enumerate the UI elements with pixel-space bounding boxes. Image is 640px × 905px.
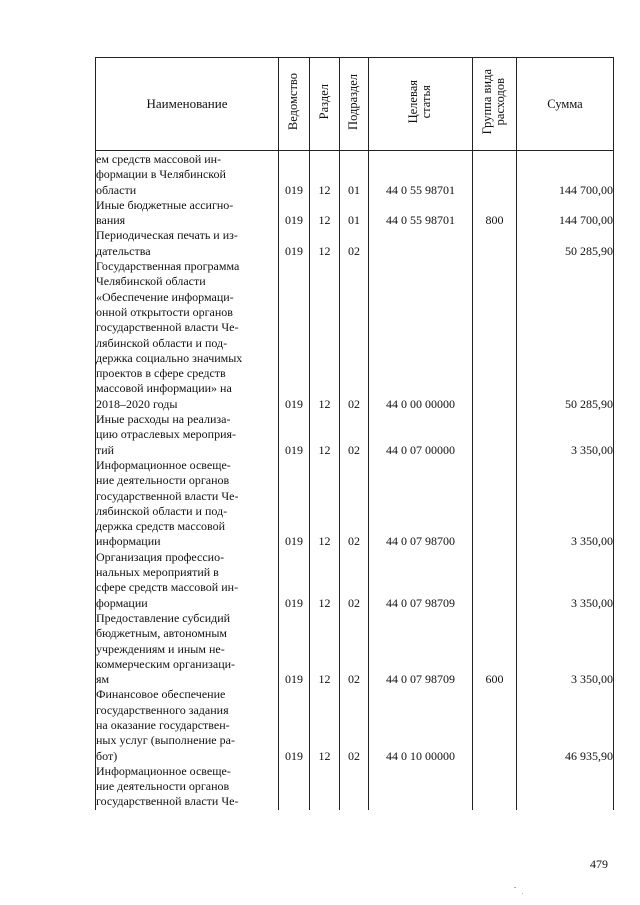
row-department-cell: 019 [279,458,310,550]
row-department-cell: 019 [279,687,310,763]
table-row [96,198,614,229]
row-expense-group-cell [473,228,517,259]
row-section-cell: 12 [310,458,340,550]
row-name-text: Периодическая печать и из- дательства [96,228,238,258]
header-subsection [340,58,369,151]
row-section-cell: 12 [310,151,340,198]
header-name: Наименование [96,58,279,151]
row-department-cell: 019 [279,550,310,611]
row-target-article-cell: 44 0 00 00000 [369,259,473,412]
table-row [96,611,614,687]
row-target-article-cell [369,228,473,259]
page-number: 479 [590,857,608,871]
row-amount-cell: 50 285,90 [517,259,614,412]
row-expense-group-cell [473,764,517,810]
table-row [96,412,614,458]
row-subsection-cell: 02 [340,611,369,687]
header-section-label: Раздел [316,84,331,120]
row-department-cell [279,764,310,810]
row-subsection-cell: 02 [340,458,369,550]
row-amount-cell: 3 350,00 [517,458,614,550]
table-row [96,687,614,763]
row-subsection-cell [340,764,369,810]
row-department-cell: 019 [279,412,310,458]
row-name-cell [96,259,279,412]
row-expense-group-cell [473,259,517,412]
row-amount-cell: 46 935,90 [517,687,614,763]
row-name-text: Информационное освеще- ние деятельности органов государственной власти Че- лябинской области и под- держка средств массовой информации [96,457,239,549]
header-department-label: Ведомство [286,73,301,131]
table-row [96,764,614,810]
row-amount-cell [517,764,614,810]
row-expense-group-cell [473,550,517,611]
row-section-cell: 12 [310,611,340,687]
row-subsection-cell: 01 [340,151,369,198]
row-name-cell [96,687,279,763]
header-department [279,58,310,151]
row-amount-cell: 3 350,00 [517,550,614,611]
header-target-article-label: Целевая статья [406,80,434,124]
row-name-cell [96,412,279,458]
row-section-cell: 12 [310,228,340,259]
row-name-cell [96,550,279,611]
row-section-cell: 12 [310,198,340,229]
row-amount-cell: 144 700,00 [517,151,614,198]
row-name-cell [96,764,279,810]
row-department-cell: 019 [279,198,310,229]
row-name-text: Государственная программа Челябинской области «Обеспечение информаци- онной открытости органов государственной власти Че- лябинской области и под- держка социально значимых проектов в сфере средств массовой информации» на 2018–2020 годы [96,259,243,411]
row-target-article-cell: 44 0 07 98700 [369,458,473,550]
header-section [310,58,340,151]
row-department-cell: 019 [279,228,310,259]
table-body [96,151,614,810]
row-subsection-cell: 02 [340,687,369,763]
row-target-article-cell: 44 0 10 00000 [369,687,473,763]
row-amount-cell: 144 700,00 [517,198,614,229]
row-section-cell [310,764,340,810]
row-target-article-cell: 44 0 07 00000 [369,412,473,458]
scan-speck [514,887,516,888]
row-name-cell [96,611,279,687]
row-name-cell [96,151,279,198]
table-row [96,151,614,198]
table-row [96,550,614,611]
row-name-text: Информационное освеще- ние деятельности органов государственной власти Че- [96,763,239,809]
row-amount-cell: 3 350,00 [517,611,614,687]
row-name-text: Организация профессио- нальных мероприятий в сфере средств массовой ин- формации [96,549,239,610]
row-expense-group-cell [473,687,517,763]
table-header-row [96,58,614,151]
header-expense-group-label: Группа вида расходов [480,69,508,135]
row-name-text: ем средств массовой ин- формации в Челябинской области [96,152,226,197]
row-name-cell [96,198,279,229]
row-section-cell: 12 [310,550,340,611]
row-target-article-cell: 44 0 07 98709 [369,611,473,687]
row-subsection-cell: 01 [340,198,369,229]
header-target-article [369,58,473,151]
header-amount: Сумма [517,58,614,151]
header-expense-group [473,58,517,151]
row-amount-cell: 3 350,00 [517,412,614,458]
row-section-cell: 12 [310,412,340,458]
table-row [96,458,614,550]
row-name-cell [96,228,279,259]
row-name-cell [96,458,279,550]
row-expense-group-cell [473,412,517,458]
header-subsection-label: Подраздел [346,74,361,130]
row-name-text: Иные расходы на реализа- цию отраслевых мероприя- тий [96,412,237,457]
budget-table [95,57,614,810]
row-name-text: Предоставление субсидий бюджетным, автономным учреждениям и иным не- коммерческим организаци- ям [96,610,236,687]
row-target-article-cell: 44 0 07 98709 [369,550,473,611]
table-row [96,259,614,412]
row-target-article-cell: 44 0 55 98701 [369,151,473,198]
row-expense-group-cell: 600 [473,611,517,687]
row-section-cell: 12 [310,259,340,412]
row-target-article-cell: 44 0 55 98701 [369,198,473,229]
row-subsection-cell: 02 [340,550,369,611]
row-subsection-cell: 02 [340,412,369,458]
row-expense-group-cell [473,458,517,550]
row-name-text: Финансовое обеспечение государственного задания на оказание государствен- ных услуг (выполнение ра- бот) [96,687,235,763]
row-amount-cell: 50 285,90 [517,228,614,259]
row-department-cell: 019 [279,259,310,412]
row-subsection-cell: 02 [340,259,369,412]
row-target-article-cell [369,764,473,810]
row-department-cell: 019 [279,151,310,198]
row-name-text: Иные бюджетные ассигно- вания [96,197,234,228]
table-row [96,228,614,259]
row-subsection-cell: 02 [340,228,369,259]
row-section-cell: 12 [310,687,340,763]
row-expense-group-cell [473,151,517,198]
scan-speck [522,893,523,894]
row-expense-group-cell: 800 [473,198,517,229]
row-department-cell: 019 [279,611,310,687]
